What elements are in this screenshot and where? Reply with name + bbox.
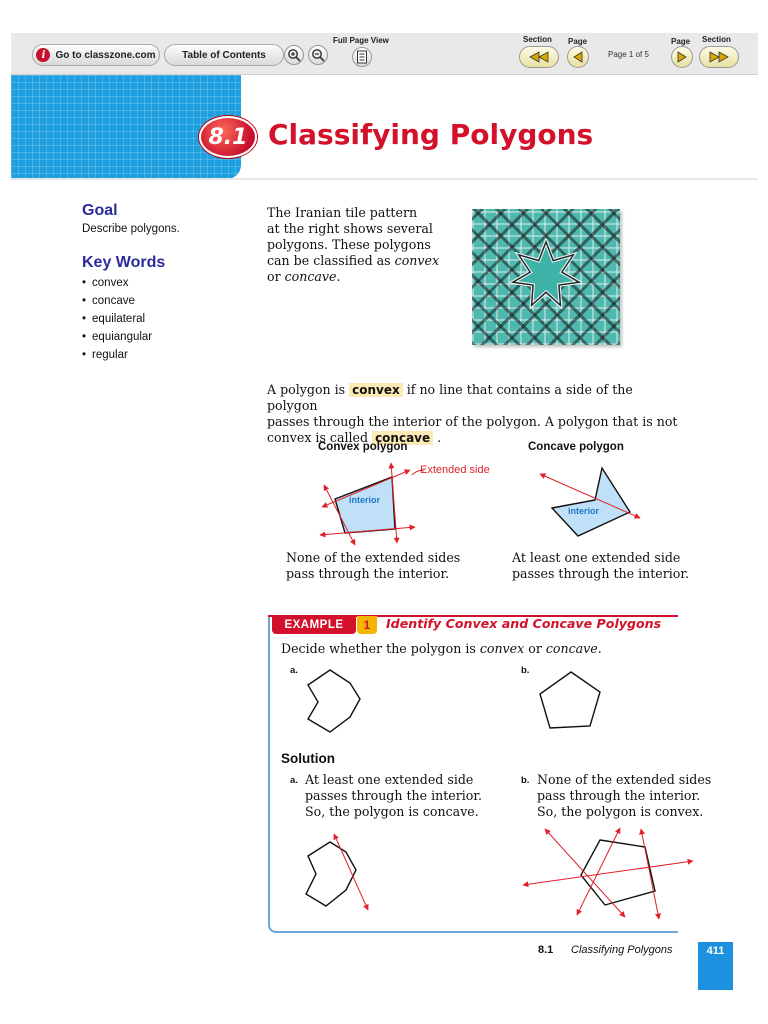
lesson-badge: 8.1: [199, 116, 257, 158]
left-arrow-icon: [573, 51, 583, 63]
footer-section-number: 8.1: [538, 944, 554, 956]
header-divider: [11, 178, 758, 180]
page-indicator: Page 1 of 5: [608, 50, 649, 59]
convex-term: convex: [349, 383, 403, 397]
key-word-item: • equilateral: [82, 313, 146, 325]
right-arrow-icon: [677, 51, 687, 63]
double-right-arrow-icon: [708, 51, 730, 63]
page-number-tab: [698, 942, 733, 990]
example-number: 1: [357, 616, 377, 634]
next-page-button[interactable]: [671, 46, 693, 68]
solution-a-figure: [298, 830, 383, 915]
toc-label: Table of Contents: [182, 49, 266, 61]
extended-side-label: Extended side: [420, 464, 490, 476]
goal-text: Describe polygons.: [82, 223, 180, 235]
concave-caption: Concave polygon: [528, 441, 624, 453]
next-section-button[interactable]: [699, 46, 739, 68]
convex-caption: Convex polygon: [318, 441, 408, 453]
example-label-b: b.: [521, 665, 530, 676]
solution-label-b: b.: [521, 775, 530, 786]
zoom-out-button[interactable]: [308, 45, 328, 65]
goal-heading: Goal: [82, 202, 118, 219]
star-tile-motif: [510, 239, 582, 311]
key-word-item: • concave: [82, 295, 135, 307]
concave-note: At least one extended side passes through the interior.: [512, 550, 690, 581]
full-page-view-button[interactable]: [352, 47, 372, 67]
section-label-left: Section: [523, 35, 552, 44]
convex-note: None of the extended sides pass through the interior.: [286, 550, 461, 581]
example-label-a: a.: [290, 665, 298, 676]
key-words-list: [82, 277, 152, 367]
section-label-right: Section: [702, 35, 731, 44]
goto-classzone-button[interactable]: [32, 44, 160, 66]
full-page-view-label: Full Page View: [333, 36, 389, 45]
example-tag: EXAMPLE: [272, 616, 356, 634]
previous-section-button[interactable]: [519, 46, 559, 68]
key-word-item: • regular: [82, 349, 128, 361]
previous-page-button[interactable]: [567, 46, 589, 68]
info-icon: i: [36, 48, 50, 62]
example-prompt: Decide whether the polygon is convex or concave.: [281, 641, 602, 656]
page-icon: [356, 50, 368, 64]
intro-paragraph: The Iranian tile pattern at the right shows several polygons. These polygons can be classified as convex or concave.: [267, 205, 440, 284]
zoom-in-button[interactable]: [284, 45, 304, 65]
solution-a-text: At least one extended side passes through the interior. So, the polygon is concave.: [305, 772, 483, 819]
zoom-in-icon: [287, 48, 301, 62]
iranian-tile-photo: [472, 209, 620, 345]
key-word-item: • convex: [82, 277, 129, 289]
page-number: 411: [706, 945, 725, 957]
page-title: Classifying Polygons: [268, 118, 594, 151]
concave-interior-label: interior: [568, 506, 600, 516]
solution-b-text: None of the extended sides pass through the interior. So, the polygon is convex.: [537, 772, 712, 819]
convex-interior-label: interior: [349, 495, 381, 505]
zoom-out-icon: [311, 48, 325, 62]
table-of-contents-button[interactable]: [164, 44, 284, 66]
convex-definition: A polygon is convex if no line that contains a side of the polygon passes through the interior of the polygon. A polygon that is not convex is called concave .: [267, 382, 678, 445]
example-title: Identify Convex and Concave Polygons: [386, 616, 662, 631]
polygon-a-figure: [300, 665, 370, 740]
solution-heading: Solution: [281, 751, 335, 766]
footer-section-title: Classifying Polygons: [571, 944, 673, 956]
concave-polygon-figure: [530, 460, 650, 545]
key-word-item: • equiangular: [82, 331, 153, 343]
goto-classzone-label: Go to classzone.com: [55, 49, 156, 61]
solution-b-figure: [505, 825, 700, 925]
page-label-right: Page: [671, 37, 691, 46]
viewer-toolbar: [11, 33, 758, 75]
concave-term: concave: [372, 431, 433, 445]
polygon-b-figure: [536, 668, 606, 738]
page-label-left: Page: [568, 37, 588, 46]
solution-label-a: a.: [290, 775, 298, 786]
double-left-arrow-icon: [528, 51, 550, 63]
key-words-heading: Key Words: [82, 254, 166, 271]
